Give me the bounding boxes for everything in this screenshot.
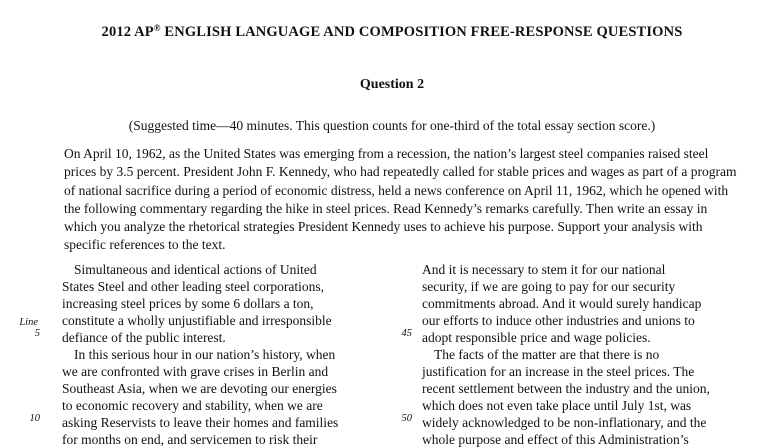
passage-line: adopt responsible price and wage policies.	[422, 330, 651, 345]
time-note: (Suggested time—40 minutes. This question counts for one-third of the total essay section score.)	[128, 118, 656, 133]
passage-line: asking Reservists to leave their homes and families	[62, 415, 339, 430]
passage-line: increasing steel prices by some 6 dollars a ton,	[62, 296, 314, 311]
passage-line: widely acknowledged to be non-inflationary, and the	[422, 415, 707, 430]
passage-line: we are confronted with grave crises in Berlin and	[62, 364, 329, 379]
line-number-10: 10	[29, 413, 40, 424]
passage-line: whole purpose and effect of this Administration’s	[422, 432, 689, 447]
passage-line: And it is necessary to stem it for our national	[422, 262, 666, 277]
question-prompt: On April 10, 1962, as the United States was emerging from a recession, the nation’s largest steel companies raised steel prices by 3.5 percent. President John F. Kennedy, who had repeatedly called for stable prices and wages as part of a program of national sacrifice during a period of economic distress, held a news conference on April 11, 1962, which he opened with the following commentary regarding the hike in steel prices. Read Kennedy’s remarks carefully. Then write an essay in which you analyze the rhetorical strategies President Kennedy uses to achieve his purpose. Support your analysis with specific references to the text.	[64, 146, 737, 253]
passage-line: to economic recovery and stability, when we are	[62, 398, 323, 413]
passage-line: States Steel and other leading steel corporations,	[62, 279, 325, 294]
passage-line: which does not even take place until July 1st, was	[422, 398, 692, 413]
line-label: Line	[19, 317, 38, 328]
passage-line: our efforts to induce other industries and unions to	[422, 313, 695, 328]
passage-line: In this serious hour in our nation’s history, when	[74, 347, 336, 362]
passage-line: recent settlement between the industry and the union,	[422, 381, 710, 396]
line-number-5: 5	[34, 328, 40, 339]
passage-line: Southeast Asia, when we are devoting our energies	[62, 381, 337, 396]
question-heading: Question 2	[359, 77, 425, 92]
passage-left-column	[62, 261, 392, 448]
line-number-50: 50	[401, 413, 412, 424]
line-number-45: 45	[401, 328, 412, 339]
title-prefix: 2012 AP	[101, 24, 154, 40]
passage-line: defiance of the public interest.	[62, 330, 226, 345]
passage-right-column	[422, 261, 752, 448]
passage-line: constitute a wholly unjustifiable and irresponsible	[62, 313, 332, 328]
passage-line: The facts of the matter are that there is no	[434, 347, 660, 362]
registered-mark: ®	[153, 23, 161, 33]
page-title	[0, 24, 784, 41]
passage-line: commitments abroad. And it would surely handicap	[422, 296, 702, 311]
title-rest: ENGLISH LANGUAGE AND COMPOSITION FREE-RESPONSE QUESTIONS	[160, 24, 683, 40]
passage-line: security, if we are going to pay for our security	[422, 279, 676, 294]
passage-line: justification for an increase in the steel prices. The	[422, 364, 695, 379]
passage-line: Simultaneous and identical actions of United	[74, 262, 317, 277]
passage-line: for months on end, and servicemen to risk their	[62, 432, 318, 447]
